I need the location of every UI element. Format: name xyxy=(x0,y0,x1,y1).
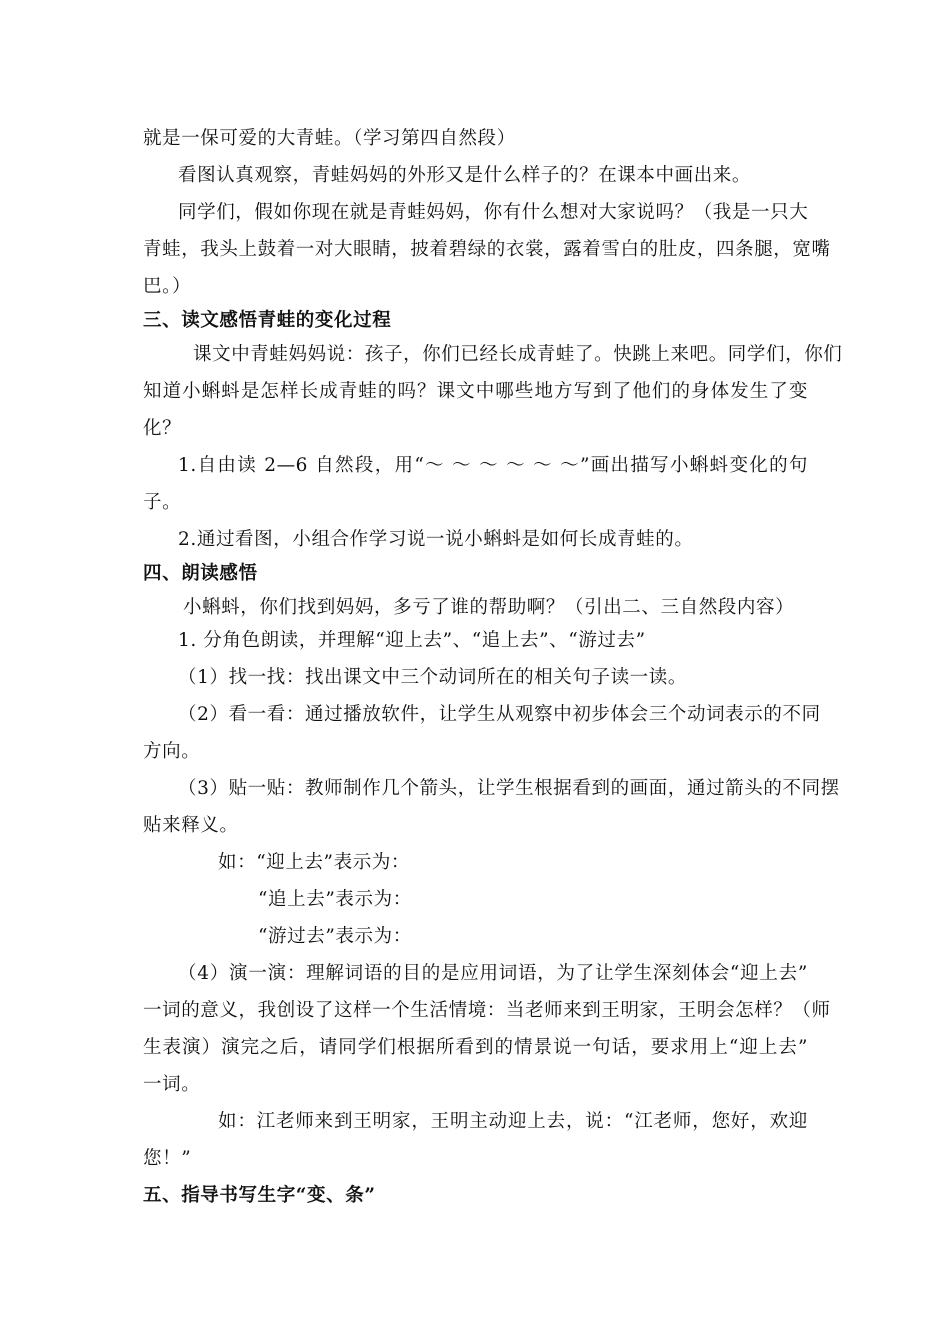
paragraph-line: 一词。 xyxy=(143,1074,201,1095)
paragraph-line: 2.通过看图，小组合作学习说一说小蝌蚪是如何长成青蛙的。 xyxy=(178,529,694,550)
section-heading: 四、朗读感悟 xyxy=(143,563,258,584)
paragraph-line: （4）演一演：理解词语的目的是应用词语，为了让学生深刻体会“迎上去” xyxy=(178,963,808,984)
paragraph-line: （2）看一看：通过播放软件，让学生从观察中初步体会三个动词表示的不同 xyxy=(178,704,821,725)
paragraph-line: 青蛙，我头上鼓着一对大眼睛，披着碧绿的衣裳，露着雪白的肚皮，四条腿，宽嘴 xyxy=(143,239,831,260)
paragraph-line: 小蝌蚪，你们找到妈妈，多亏了谁的帮助啊？（引出二、三自然段内容） xyxy=(183,597,795,618)
paragraph-line: 同学们，假如你现在就是青蛙妈妈，你有什么想对大家说吗？（我是一只大 xyxy=(178,202,809,223)
paragraph-line: 看图认真观察，青蛙妈妈的外形又是什么样子的？在课本中画出来。 xyxy=(178,165,752,186)
paragraph-line: 子。 xyxy=(143,492,182,513)
example-line: 如：江老师来到王明家，王明主动迎上去，说：“江老师，您好，欢迎 xyxy=(218,1111,808,1132)
paragraph-line: 一词的意义，我创设了这样一个生活情境：当老师来到王明家，王明会怎样？（师 xyxy=(143,1000,831,1021)
example-line: 如：“迎上去”表示为： xyxy=(218,852,411,873)
paragraph-line: 生表演）演完之后，请同学们根据所看到的情景说一句话，要求用上“迎上去” xyxy=(143,1037,808,1058)
paragraph-line: 知道小蝌蚪是怎样长成青蛙的吗？课文中哪些地方写到了他们的身体发生了变 xyxy=(143,381,808,402)
example-line: “游过去”表示为： xyxy=(258,926,412,947)
paragraph-line: 课文中青蛙妈妈说：孩子，你们已经长成青蛙了。快跳上来吧。同学们，你们 xyxy=(193,344,843,365)
section-heading: 五、指导书写生字“变、条” xyxy=(143,1185,376,1206)
paragraph-line: 您！” xyxy=(143,1148,192,1169)
paragraph-line: 贴来释义。 xyxy=(143,815,239,836)
section-heading: 三、读文感悟青蛙的变化过程 xyxy=(143,310,392,331)
example-line: “追上去”表示为： xyxy=(258,889,412,910)
paragraph-line: 化？ xyxy=(143,418,182,439)
paragraph-line: 方向。 xyxy=(143,741,201,762)
paragraph-line: 1.自由读 2—6 自然段，用“～ ～ ～ ～ ～ ～”画出描写小蝌蚪变化的句 xyxy=(178,455,808,476)
paragraph-line: （1）找一找：找出课文中三个动词所在的相关句子读一读。 xyxy=(178,667,687,688)
paragraph-line: 1. 分角色朗读，并理解“迎上去”、“追上去”、“游过去” xyxy=(178,630,646,651)
paragraph-line: （3）贴一贴：教师制作几个箭头，让学生根据看到的画面，通过箭头的不同摆 xyxy=(178,778,840,799)
paragraph-line: 巴。） xyxy=(143,276,192,297)
paragraph-line: 就是一保可爱的大青蛙。（学习第四自然段） xyxy=(143,128,516,149)
